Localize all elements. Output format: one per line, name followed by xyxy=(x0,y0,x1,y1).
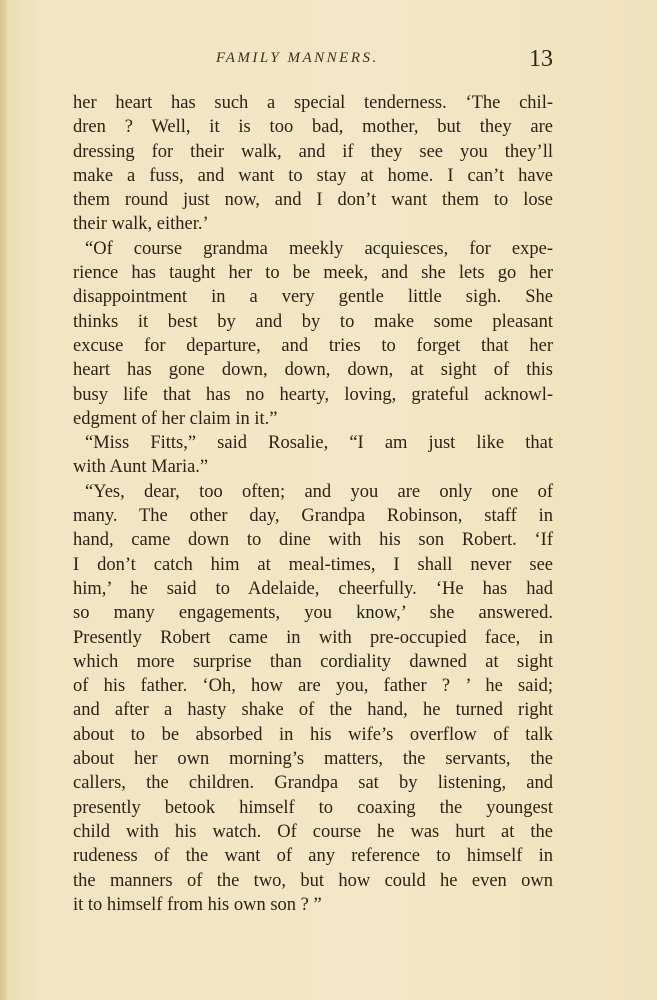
text-line: busy life that has no hearty, loving, grateful acknowl- xyxy=(73,384,553,405)
text-line: about her own morning’s matters, the servants, the xyxy=(73,749,553,770)
running-head xyxy=(73,48,553,74)
text-line: their walk, either.’ xyxy=(73,214,209,235)
text-line: edgment of her claim in it.” xyxy=(73,408,278,429)
text-line: callers, the children. Grandpa sat by listening, and xyxy=(73,773,553,794)
text-line: I don’t catch him at meal-times, I shall never see xyxy=(73,554,553,575)
text-line: which more surprise than cordiality dawned at sight xyxy=(73,651,553,672)
text-line: rudeness of the want of any reference to himself in xyxy=(73,846,553,867)
text-line: presently betook himself to coaxing the youngest xyxy=(73,797,553,818)
text-line: excuse for departure, and tries to forget that her xyxy=(73,335,553,356)
text-line: Presently Robert came in with pre-occupied face, in xyxy=(73,627,553,648)
text-line: of his father. ‘Oh, how are you, father ? ’ he said; xyxy=(73,676,553,697)
text-line: with Aunt Maria.” xyxy=(73,457,209,478)
page-gutter-edge xyxy=(0,0,7,1000)
text-line: thinks it best by and by to make some pleasant xyxy=(73,311,553,332)
page-number: 13 xyxy=(529,46,553,72)
text-line: him,’ he said to Adelaide, cheerfully. ‘He has had xyxy=(73,578,553,599)
text-line: “Of course grandma meekly acquiesces, for expe- xyxy=(85,238,553,259)
text-line: rience has taught her to be meek, and she lets go her xyxy=(73,263,553,284)
text-line: make a fuss, and want to stay at home. I can’t have xyxy=(73,165,553,186)
body-text xyxy=(73,91,553,917)
text-line: her heart has such a special tenderness. ‘The chil- xyxy=(73,93,553,113)
running-head-title: FAMILY MANNERS. xyxy=(216,50,379,66)
text-line: disappointment in a very gentle little sigh. She xyxy=(73,287,553,308)
text-line: dren ? Well, it is too bad, mother, but they are xyxy=(73,117,553,138)
text-line: them round just now, and I don’t want them to lose xyxy=(73,190,553,211)
text-line: about to be absorbed in his wife’s overflow of talk xyxy=(73,724,553,745)
text-line: heart has gone down, down, down, at sight of this xyxy=(73,360,553,381)
text-line: dressing for their walk, and if they see you they’ll xyxy=(73,141,553,162)
text-line: child with his watch. Of course he was hurt at the xyxy=(73,821,553,842)
text-line: many. The other day, Grandpa Robinson, staff in xyxy=(73,506,553,527)
text-line: hand, came down to dine with his son Robert. ‘If xyxy=(73,530,553,551)
text-line: and after a hasty shake of the hand, he turned right xyxy=(73,700,553,721)
text-line: “Yes, dear, too often; and you are only one of xyxy=(85,481,553,502)
text-line: it to himself from his own son ? ” xyxy=(73,894,322,915)
text-line: so many engagements, you know,’ she answered. xyxy=(73,603,553,624)
text-line: the manners of the two, but how could he even own xyxy=(73,870,553,891)
text-line: “Miss Fitts,” said Rosalie, “I am just like that xyxy=(85,433,553,454)
